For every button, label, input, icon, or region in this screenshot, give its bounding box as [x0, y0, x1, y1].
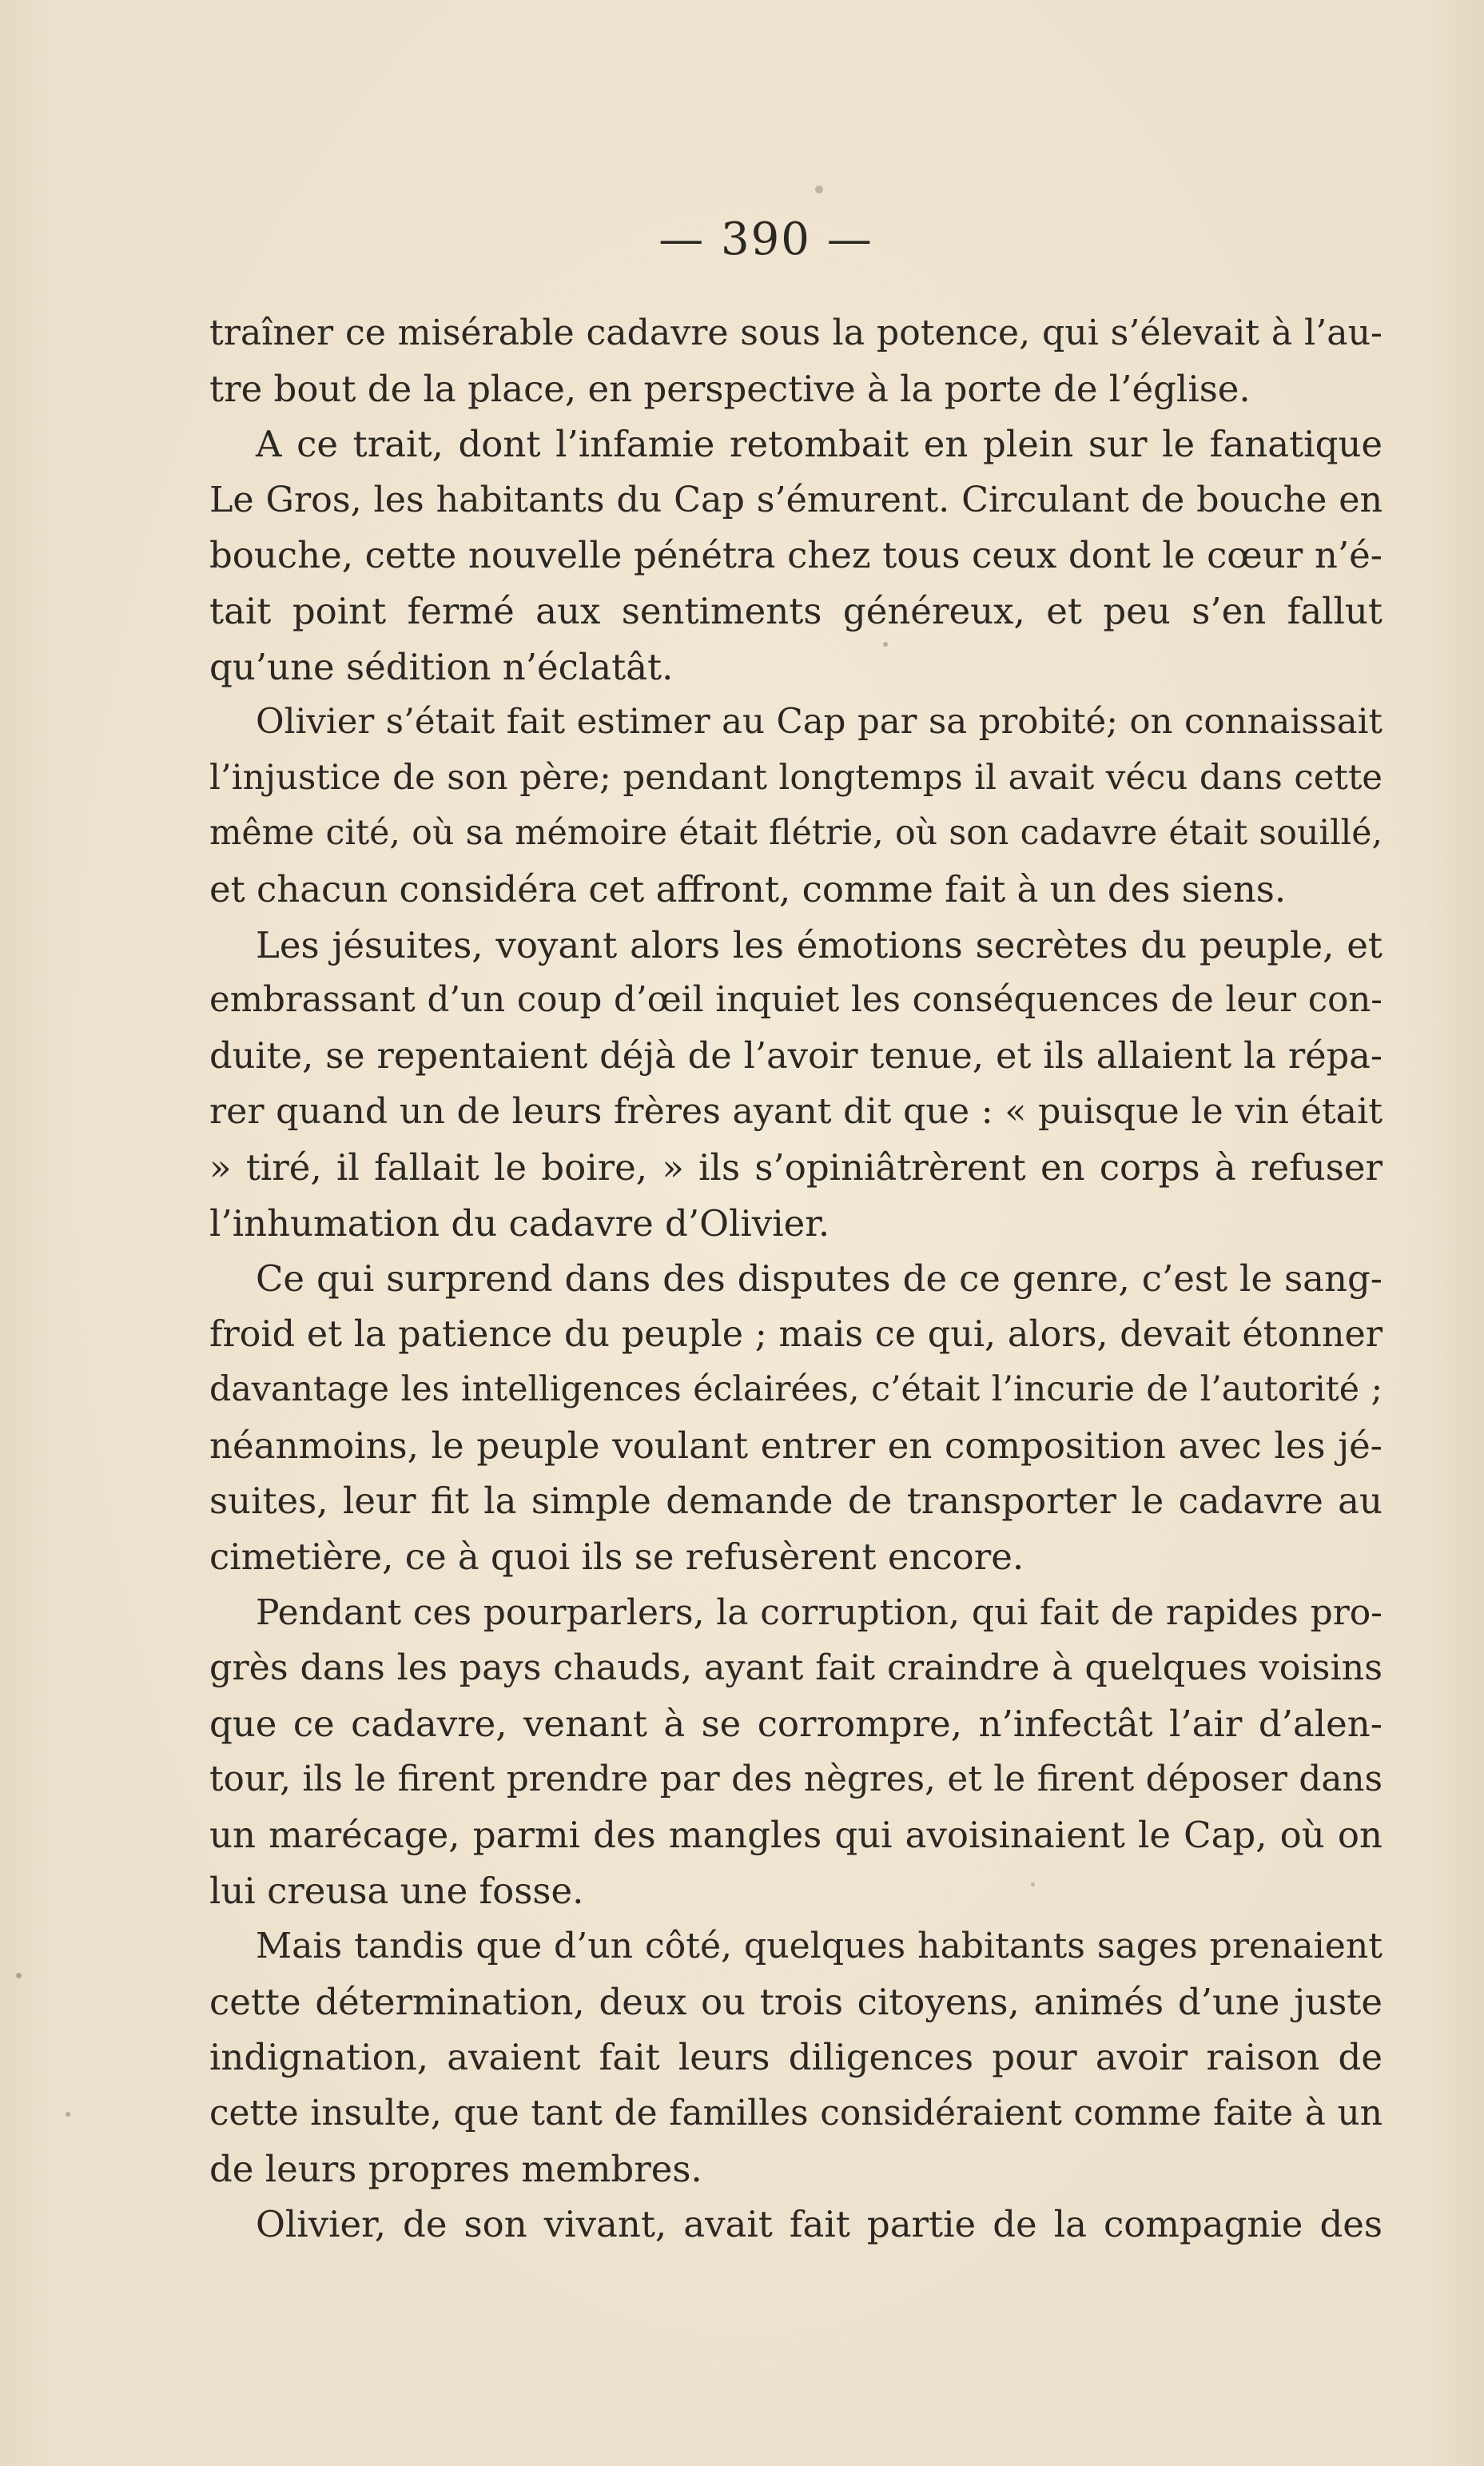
- text-line: l’inhumation du cadavre d’Olivier.: [209, 1201, 830, 1245]
- paragraph: [209, 695, 1383, 917]
- text-line: Pendant ces pourparlers, la corruption, qui fait de rapides pro-: [256, 1592, 1383, 1633]
- paper-speck: [66, 2112, 70, 2117]
- text-line: un marécage, parmi des mangles qui avoisinaient le Cap, où on: [209, 1814, 1383, 1857]
- text-line: duite, se repentaient déjà de l’avoir tenue, et ils allaient la répa-: [209, 1034, 1383, 1077]
- text-line: Mais tandis que d’un côté, quelques habitants sages prenaient: [256, 1926, 1383, 1967]
- text-line: Olivier s’était fait estimer au Cap par sa probité; on connaissait: [256, 702, 1383, 743]
- text-line: grès dans les pays chauds, ayant fait craindre à quelques voisins: [209, 1647, 1383, 1689]
- text-line: bouche, cette nouvelle pénétra chez tous ceux dont le cœur n’é-: [209, 534, 1383, 577]
- text-line: cimetière, ce à quoi ils se refusèrent encore.: [209, 1536, 1024, 1579]
- text-line: néanmoins, le peuple voulant entrer en composition avec les jé-: [209, 1424, 1383, 1467]
- text-line: rer quand un de leurs frères ayant dit que : « puisque le vin était: [209, 1091, 1383, 1133]
- text-line: tour, ils le firent prendre par des nègres, et le firent déposer dans: [209, 1759, 1383, 1800]
- text-line: Les jésuites, voyant alors les émotions secrètes du peuple, et: [256, 923, 1383, 966]
- text-line: froid et la patience du peuple ; mais ce qui, alors, devait étonner: [209, 1313, 1383, 1355]
- text-line: cette insulte, que tant de familles considéraient comme faite à un: [209, 2093, 1383, 2133]
- page-number: — 390 —: [658, 213, 873, 265]
- text-line: l’injustice de son père; pendant longtemps il avait vécu dans cette: [209, 757, 1383, 798]
- paper-speck: [16, 1973, 22, 1978]
- text-line: cette détermination, deux ou trois citoyens, animés d’une juste: [209, 1980, 1383, 2023]
- text-line: même cité, où sa mémoire était flétrie, où son cadavre était souillé,: [209, 813, 1383, 854]
- text-line: que ce cadavre, venant à se corrompre, n’infectât l’air d’alen-: [209, 1702, 1383, 1745]
- text-line: qu’une sédition n’éclatât.: [209, 645, 674, 688]
- body-text: [209, 305, 1383, 2253]
- text-line: Ce qui surprend dans des disputes de ce genre, c’est le sang-: [256, 1257, 1383, 1301]
- text-line: tre bout de la place, en perspective à la porte de l’église.: [209, 367, 1251, 410]
- paragraph: [209, 918, 1383, 1252]
- text-line: embrassant d’un coup d’œil inquiet les conséquences de leur con-: [209, 980, 1383, 1021]
- text-line: suites, leur fit la simple demande de transporter le cadavre au: [209, 1480, 1383, 1523]
- paragraph: [209, 2197, 1383, 2253]
- text-line: tait point fermé aux sentiments généreux, et peu s’en fallut: [209, 589, 1383, 632]
- text-line: A ce trait, dont l’infamie retombait en plein sur le fanatique: [256, 423, 1383, 466]
- text-line: Le Gros, les habitants du Cap s’émurent. Circulant de bouche en: [209, 479, 1383, 520]
- paragraph: [209, 1918, 1383, 2197]
- paper-speck: [883, 642, 888, 647]
- paper-speck: [815, 185, 823, 193]
- text-line: Olivier, de son vivant, avait fait partie de la compagnie des: [256, 2203, 1383, 2246]
- paragraph: [209, 416, 1383, 695]
- paper-speck: [1031, 1882, 1035, 1886]
- paragraph: [209, 305, 1383, 416]
- text-line: de leurs propres membres.: [209, 2147, 702, 2190]
- text-line: indignation, avaient fait leurs diligences pour avoir raison de: [209, 2036, 1383, 2079]
- paragraph: [209, 1251, 1383, 1585]
- text-line: lui creusa une fosse.: [209, 1869, 584, 1912]
- text-line: » tiré, il fallait le boire, » ils s’opiniâtrèrent en corps à refuser: [209, 1145, 1383, 1189]
- text-line: davantage les intelligences éclairées, c’était l’incurie de l’autorité ;: [209, 1369, 1383, 1410]
- text-line: et chacun considéra cet affront, comme fait à un des siens.: [209, 867, 1287, 910]
- text-line: traîner ce misérable cadavre sous la potence, qui s’élevait à l’au-: [209, 313, 1383, 353]
- paragraph: [209, 1585, 1383, 1919]
